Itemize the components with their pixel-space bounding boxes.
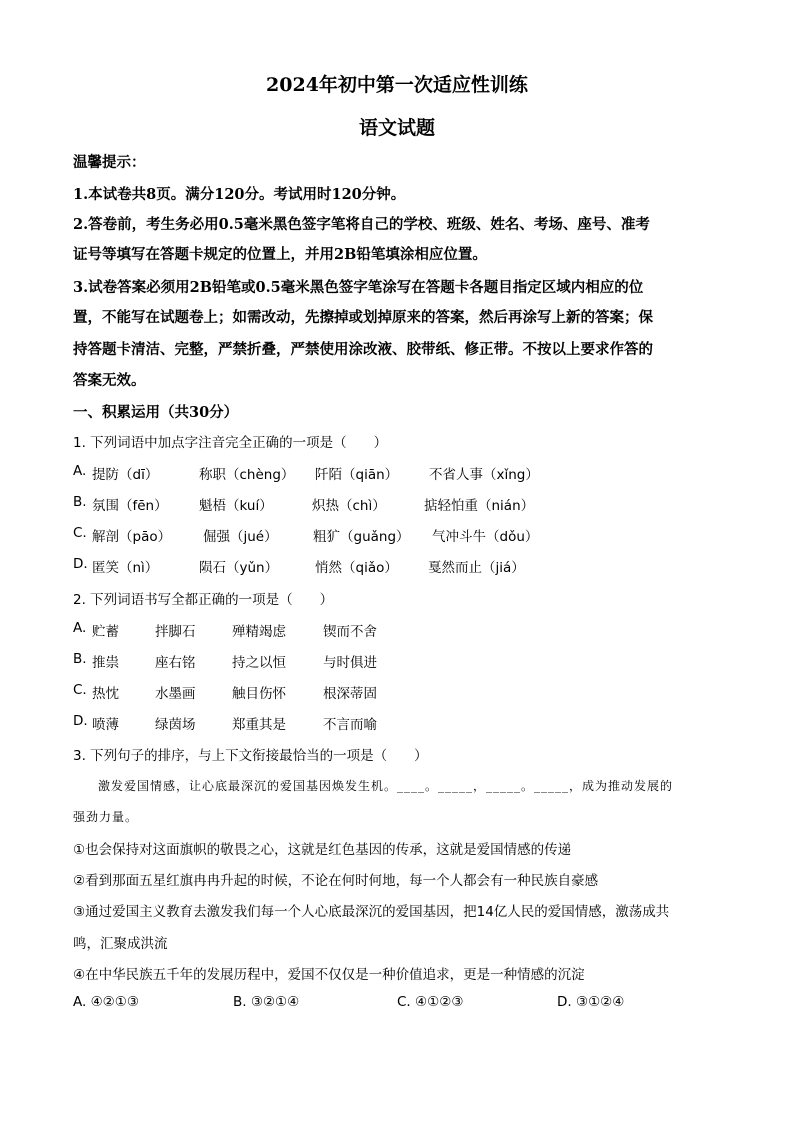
option-word: 根深蒂固 [323,686,377,702]
option-label: A. [73,463,87,479]
option-word: 座右铭 [155,655,196,671]
option-word: 持之以恒 [232,655,286,671]
option-word: 殚精竭虑 [232,624,286,640]
option-word: 魁梧（kuí） [199,498,273,514]
question-3-stem: 3. 下列句子的排序，与上下文衔接最恰当的一项是（ ） [73,748,428,764]
sentence-1: ①也会保持对这面旗帜的敬畏之心，这就是红色基因的传承，这就是爱国情感的传递 [73,842,572,858]
section-1-heading: 一、积累运用（共30分） [73,404,239,421]
option-word: 阡陌（qiān） [315,467,399,483]
option-word: 拌脚石 [155,624,196,640]
sentence-3-line-1: ③通过爱国主义教育去激发我们每一个人心底最深沉的爱国基因，把14亿人民的爱国情感，激荡成共 [73,904,670,920]
question-2-stem: 2. 下列词语书写全都正确的一项是（ ） [73,592,334,608]
tips-heading: 温馨提示： [73,154,146,171]
passage-line-1: 激发爱国情感，让心底最深沉的爱国基因焕发生机。____。_____，_____。_____，成为推动发展的 [98,779,674,793]
option-word: 喷薄 [92,717,119,733]
option-word: 粗犷（guǎng） [313,529,410,545]
option-word: 推祟 [92,655,119,671]
question-3-choice-c: C. ④①②③ [397,994,464,1010]
option-word: 锲而不舍 [323,624,377,640]
tips-item-3-line-1: 3.试卷答案必须用2B铅笔或0.5毫米黑色签字笔涂写在答题卡各题目指定区域内相应的位 [73,279,644,296]
option-word: 绿茵场 [155,717,196,733]
option-word: 炽热（chì） [312,498,386,514]
option-word: 热忱 [92,686,119,702]
option-label: C. [73,525,87,541]
sentence-3-line-2: 鸣，汇聚成洪流 [73,936,168,952]
option-word: 倔强（jué） [203,529,278,545]
option-word: 氛围（fēn） [92,498,168,514]
option-word: 不省人事（xǐng） [429,467,539,483]
tips-item-2-line-1: 2.答卷前，考生务必用0.5毫米黑色签字笔将自己的学校、班级、姓名、考场、座号、准考 [73,216,650,233]
option-label: C. [73,682,87,698]
option-label: A. [73,620,87,636]
option-word: 解剖（pāo） [92,529,172,545]
question-3-choice-a: A. ④②①③ [73,994,139,1010]
option-word: 不言而喻 [323,717,377,733]
option-word: 水墨画 [155,686,196,702]
option-word: 匿笑（nì） [92,560,159,576]
option-word: 贮蓄 [92,624,119,640]
option-word: 悄然（qiǎo） [315,560,398,576]
option-label: B. [73,494,87,510]
tips-item-3-line-3: 持答题卡清洁、完整，严禁折叠，严禁使用涂改液、胶带纸、修正带。不按以上要求作答的 [73,341,653,358]
option-label: D. [73,556,88,572]
option-word: 气冲斗牛（dǒu） [432,529,539,545]
option-word: 与时俱进 [323,655,377,671]
option-word: 提防（dī） [92,467,159,483]
question-3-choice-b: B. ③②①④ [233,994,300,1010]
sentence-4: ④在中华民族五千年的发展历程中，爱国不仅仅是一种价值追求，更是一种情感的沉淀 [73,967,585,983]
option-word: 戛然而止（jiá） [428,560,525,576]
tips-item-1: 1.本试卷共8页。满分120分。考试用时120分钟。 [73,186,406,203]
question-1-stem: 1. 下列词语中加点字注音完全正确的一项是（ ） [73,435,388,451]
option-word: 陨石（yǔn） [199,560,279,576]
option-label: B. [73,651,87,667]
tips-item-3-line-4: 答案无效。 [73,372,146,389]
question-3-choice-d: D. ③①②④ [557,994,625,1010]
tips-item-2-line-2: 证号等填写在答题卡规定的位置上，并用2B铅笔填涂相应位置。 [73,246,487,263]
option-label: D. [73,713,88,729]
option-word: 称职（chèng） [199,467,295,483]
option-word: 触目伤怀 [232,686,286,702]
option-word: 掂轻怕重（nián） [424,498,535,514]
sentence-2: ②看到那面五星红旗冉冉升起的时候，不论在何时何地，每一个人都会有一种民族自豪感 [73,873,599,889]
exam-title: 2024年初中第一次适应性训练 [266,74,528,96]
tips-item-3-line-2: 置，不能写在试题卷上；如需改动，先擦掉或划掉原来的答案，然后再涂写上新的答案；保 [73,309,653,326]
exam-subtitle: 语文试题 [358,117,435,139]
passage-line-2: 强劲力量。 [73,810,139,824]
option-word: 郑重其是 [232,717,286,733]
